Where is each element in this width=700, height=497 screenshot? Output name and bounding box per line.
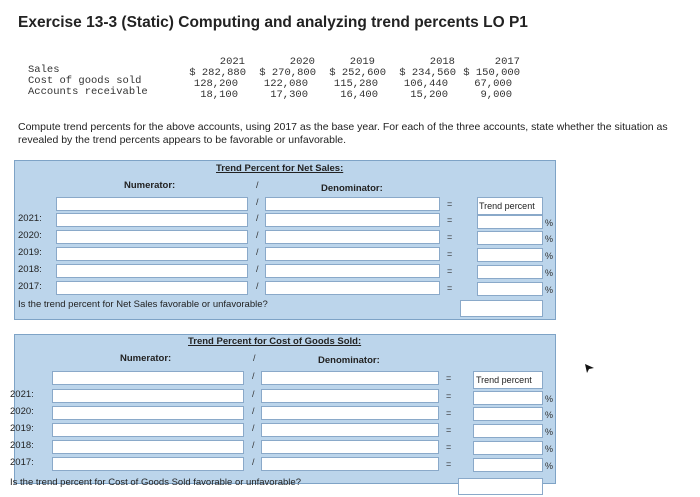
- trend-percent-input[interactable]: [473, 441, 543, 455]
- denominator-input[interactable]: [265, 264, 440, 278]
- equals-symbol: =: [447, 283, 453, 293]
- table-cell: $ 282,880: [189, 67, 246, 79]
- slash-symbol: /: [253, 353, 256, 363]
- slash-symbol: /: [252, 423, 255, 433]
- equals-symbol: =: [446, 425, 452, 435]
- row-label: Cost of goods sold: [28, 75, 142, 87]
- slash-symbol: /: [256, 213, 259, 223]
- percent-sign: %: [545, 461, 554, 471]
- equals-symbol: =: [447, 266, 453, 276]
- equals-symbol: =: [446, 373, 452, 383]
- slash-symbol: /: [256, 281, 259, 291]
- year-label: 2020:: [18, 230, 42, 241]
- table-cell: 115,280: [333, 78, 378, 90]
- row-label: Sales: [28, 64, 60, 76]
- table-cell: 18,100: [200, 89, 238, 101]
- year-label: 2018:: [10, 440, 34, 451]
- denominator-input[interactable]: [261, 371, 439, 385]
- year-label: 2021:: [10, 389, 34, 400]
- trend-percent-input[interactable]: [477, 231, 543, 245]
- denominator-input[interactable]: [261, 423, 439, 437]
- favorability-question: Is the trend percent for Net Sales favorable or unfavorable?: [18, 299, 268, 310]
- trend-percent-input[interactable]: [473, 458, 543, 472]
- table-cell: 15,200: [410, 89, 448, 101]
- denominator-input[interactable]: [261, 406, 439, 420]
- denominator-label: Denominator:: [321, 183, 383, 194]
- instructions: Compute trend percents for the above accounts, using 2017 as the base year. For each of the three accounts, state whether the situation as revealed by the trend percents appears to be favorable or unfavorable.: [18, 121, 668, 146]
- section-heading: Trend Percent for Net Sales:: [216, 163, 344, 174]
- slash-symbol: /: [252, 440, 255, 450]
- year-label: 2019:: [10, 423, 34, 434]
- equals-symbol: =: [447, 249, 453, 259]
- trend-percent-label: Trend percent: [476, 375, 532, 385]
- slash-symbol: /: [252, 371, 255, 381]
- percent-sign: %: [545, 234, 554, 244]
- trend-percent-input[interactable]: [473, 391, 543, 405]
- numerator-input[interactable]: [56, 247, 248, 261]
- favorability-select[interactable]: [458, 478, 543, 495]
- denominator-input[interactable]: [265, 197, 440, 211]
- year-label: 2020:: [10, 406, 34, 417]
- page-title: Exercise 13-3 (Static) Computing and analyzing trend percents LO P1: [18, 14, 528, 31]
- table-cell: 128,200: [193, 78, 238, 90]
- percent-sign: %: [545, 410, 554, 420]
- slash-symbol: /: [256, 247, 259, 257]
- table-cell: $ 252,600: [329, 67, 386, 79]
- slash-symbol: /: [256, 230, 259, 240]
- denominator-input[interactable]: [261, 440, 439, 454]
- numerator-input[interactable]: [56, 264, 248, 278]
- year-header: 2017: [494, 56, 520, 68]
- slash-symbol: /: [256, 264, 259, 274]
- denominator-input[interactable]: [261, 457, 439, 471]
- year-header: 2018: [429, 56, 455, 68]
- denominator-input[interactable]: [265, 230, 440, 244]
- percent-sign: %: [545, 268, 554, 278]
- equals-symbol: =: [446, 391, 452, 401]
- equals-symbol: =: [447, 232, 453, 242]
- denominator-input[interactable]: [265, 281, 440, 295]
- trend-percent-label: Trend percent: [479, 201, 535, 211]
- slash-symbol: /: [256, 197, 259, 207]
- table-cell: 9,000: [480, 89, 512, 101]
- denominator-label: Denominator:: [318, 355, 380, 366]
- trend-percent-input[interactable]: [477, 215, 543, 229]
- trend-percent-input[interactable]: [477, 282, 543, 296]
- numerator-label: Numerator:: [124, 180, 176, 191]
- year-header: 2020: [289, 56, 315, 68]
- numerator-input[interactable]: [56, 230, 248, 244]
- equals-symbol: =: [446, 442, 452, 452]
- year-header: 2019: [349, 56, 375, 68]
- section-heading: Trend Percent for Cost of Goods Sold:: [188, 336, 362, 347]
- trend-percent-input[interactable]: [477, 248, 543, 262]
- year-label: 2017:: [10, 457, 34, 468]
- year-label: 2021:: [18, 213, 42, 224]
- numerator-input[interactable]: [52, 457, 244, 471]
- equals-symbol: =: [447, 215, 453, 225]
- slash-symbol: /: [252, 457, 255, 467]
- numerator-input[interactable]: [52, 389, 244, 403]
- table-cell: 122,080: [263, 78, 308, 90]
- numerator-input[interactable]: [52, 440, 244, 454]
- favorability-question: Is the trend percent for Cost of Goods Sold favorable or unfavorable?: [10, 477, 301, 488]
- year-label: 2018:: [18, 264, 42, 275]
- percent-sign: %: [545, 285, 554, 295]
- denominator-input[interactable]: [265, 213, 440, 227]
- numerator-input[interactable]: [56, 213, 248, 227]
- table-cell: $ 234,560: [399, 67, 456, 79]
- table-cell: 16,400: [340, 89, 378, 101]
- equals-symbol: =: [446, 459, 452, 469]
- row-label: Accounts receivable: [28, 86, 148, 98]
- trend-percent-input[interactable]: [473, 407, 543, 421]
- percent-sign: %: [545, 444, 554, 454]
- year-header: 2021: [219, 56, 245, 68]
- slash-symbol: /: [252, 389, 255, 399]
- numerator-input[interactable]: [56, 197, 248, 211]
- denominator-input[interactable]: [261, 389, 439, 403]
- equals-symbol: =: [446, 408, 452, 418]
- trend-percent-input[interactable]: [473, 424, 543, 438]
- year-label: 2017:: [18, 281, 42, 292]
- numerator-input[interactable]: [56, 281, 248, 295]
- percent-sign: %: [545, 218, 554, 228]
- percent-sign: %: [545, 427, 554, 437]
- table-cell: 17,300: [270, 89, 308, 101]
- favorability-select[interactable]: [460, 300, 543, 317]
- table-cell: 106,440: [403, 78, 448, 90]
- year-label: 2019:: [18, 247, 42, 258]
- trend-percent-input[interactable]: [477, 265, 543, 279]
- table-cell: $ 270,800: [259, 67, 316, 79]
- table-cell: 67,000: [474, 78, 512, 90]
- denominator-input[interactable]: [265, 247, 440, 261]
- equals-symbol: =: [447, 199, 453, 209]
- slash-symbol: /: [252, 406, 255, 416]
- percent-sign: %: [545, 251, 554, 261]
- numerator-input[interactable]: [52, 406, 244, 420]
- slash-symbol: /: [256, 180, 259, 190]
- cursor-icon: [585, 364, 595, 374]
- numerator-input[interactable]: [52, 371, 244, 385]
- numerator-input[interactable]: [52, 423, 244, 437]
- numerator-label: Numerator:: [120, 353, 172, 364]
- table-cell: $ 150,000: [463, 67, 520, 79]
- percent-sign: %: [545, 394, 554, 404]
